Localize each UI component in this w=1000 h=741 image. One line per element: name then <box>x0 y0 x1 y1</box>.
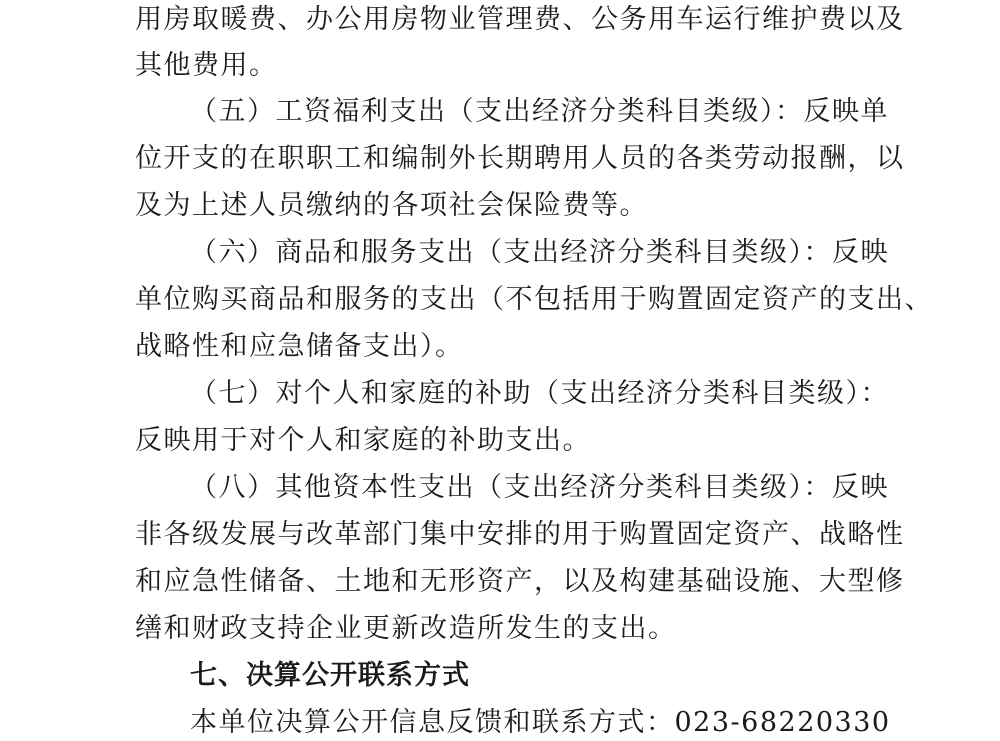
text-line: 非各级发展与改革部门集中安排的用于购置固定资产、战略性 <box>135 519 905 550</box>
text-line: 战略性和应急储备支出）。 <box>135 331 464 362</box>
contact-line: 本单位决算公开信息反馈和联系方式：023-68220330 <box>190 707 891 738</box>
section-heading: 七、决算公开联系方式 <box>190 660 470 691</box>
text-line: 位开支的在职职工和编制外长期聘用人员的各类劳动报酬，以 <box>135 143 905 174</box>
paragraph-start: （七）对个人和家庭的补助（支出经济分类科目类级）： <box>190 378 889 409</box>
paragraph-start: （五）工资福利支出（支出经济分类科目类级）：反映单 <box>190 96 889 127</box>
paragraph-start: （六）商品和服务支出（支出经济分类科目类级）：反映 <box>190 237 889 268</box>
text-line: 单位购买商品和服务的支出（不包括用于购置固定资产的支出、 <box>135 284 933 315</box>
text-line: 反映用于对个人和家庭的补助支出。 <box>135 425 591 456</box>
text-line: 和应急性储备、土地和无形资产，以及构建基础设施、大型修 <box>135 566 905 597</box>
text-line: 其他费用。 <box>135 50 278 81</box>
paragraph-start: （八）其他资本性支出（支出经济分类科目类级）：反映 <box>190 472 889 503</box>
text-line: 用房取暖费、办公用房物业管理费、公务用车运行维护费以及 <box>135 4 905 35</box>
text-line: 及为上述人员缴纳的各项社会保险费等。 <box>135 190 648 221</box>
text-line: 缮和财政支持企业更新改造所发生的支出。 <box>135 613 677 644</box>
